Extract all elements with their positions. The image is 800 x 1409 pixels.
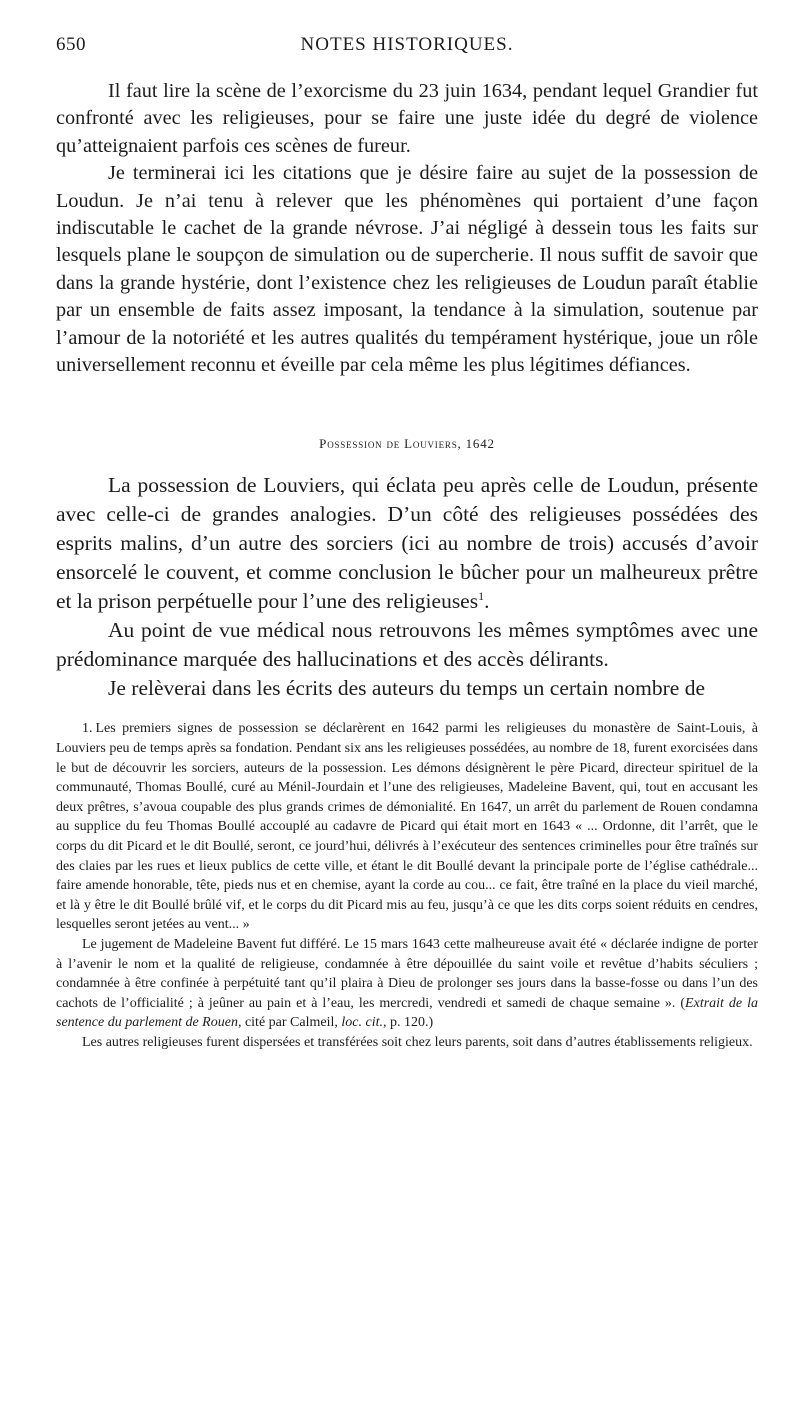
paragraph-louviers-intro-text: La possession de Louviers, qui éclata peu après celle de Loudun, présente avec celle-ci de grandes analogies. D’un côté des religieuses possédées des esprits malins, d’un autre des sorciers (ici au nombre de trois) accusés d’avoir ensorcelé le couvent, et comme conclusion le bûcher pour un malheureux prêtre et la prison perpétuelle pour l’une des religieuses — [56, 473, 758, 614]
paragraph-continuation: Je relèverai dans les écrits des auteurs du temps un certain nombre de — [108, 676, 706, 701]
opening-text — [56, 78, 758, 379]
footnote-1 — [56, 719, 758, 935]
footnote-number: 1. — [82, 721, 93, 737]
heading-year: 1642 — [465, 436, 495, 452]
footnote-page-ref: , p. 120.) — [382, 1015, 434, 1031]
louviers-section — [56, 471, 758, 703]
running-title: NOTES HISTORIQUES. — [300, 34, 514, 55]
running-head — [56, 34, 758, 68]
footnote-judgment-text: Le jugement de Madeleine Bavent fut différé. Le 15 mars 1643 cette malheureuse avait été « déclarée indigne de porter à l’avenir le nom et la qualité de religieuse, condamnée à être dépouillée du saint voile et revêtue d’habits séculiers ; condamnée à être confinée à perpétuité tant qu’il plaira à Dieu de prolonger ses jours dans la basse-fosse ou dans l’un des cachots de l’officialité ; à jeûner au pain et à l’eau, les mercredi, vendredi et samedi de chaque semaine ». ( — [56, 937, 758, 1011]
page-number: 650 — [56, 34, 86, 55]
heading-word-possession: Possession — [319, 436, 383, 452]
footnotes — [56, 719, 758, 1052]
heading-word-louviers: Louviers, — [404, 436, 462, 452]
section-heading — [56, 435, 758, 453]
heading-word-de: de — [386, 436, 401, 452]
paragraph-loudun-conclusion: Je terminerai ici les citations que je désire faire au sujet de la possession de Loudun. Je n’ai tenu à relever que les phénomènes qui portaient d’une façon indiscutable le cachet de la grande névrose. J’ai négligé à dessein tous les faits sur lesquels plane le soupçon de simulation ou de supercherie. Il nous suffit de savoir que dans la grande hystérie, dont l’existence chez les religieuses de Loudun paraît établie par un ensemble de faits assez imposant, la tendance à la simulation, soutenue par l’amour de la notoriété et les autres qualités du tempérament hystérique, joue un rôle universellement reconnu et éveille par cela même les plus légitimes défiances. — [56, 162, 758, 377]
footnote-reference: 1 — [478, 589, 485, 604]
paragraph-medical-view: Au point de vue médical nous retrouvons les mêmes symptômes avec une prédominance marquée des hallucinations et des accès délirants. — [56, 618, 758, 672]
footnote-others: Les autres religieuses furent dispersées et transférées soit chez leurs parents, soit dans d’autres établissements religieux. — [82, 1034, 753, 1050]
footnote-1-text: Les premiers signes de possession se déclarèrent en 1642 parmi les religieuses du monastère de Saint-Louis, à Louviers peu de temps après sa fondation. Pendant six ans les religieuses possédées, au nombre de 18, furent exorcisées dans le but de découvrir les sorciers, auteurs de la possession. Les démons désignèrent le père Picard, directeur spirituel de la communauté, Thomas Boullé, curé au Ménil-Jourdain et l’une des religieuses, Madeleine Bavent, qui, tout en accusant les deux prêtres, s’avoua coupable des plus grands crimes de démonialité. En 1647, un arrêt du parlement de Rouen condamna au supplice du feu Thomas Boullé accouplé au cadavre de Picard qui était mort en 1643 « ... Ordonne, dit l’arrêt, que le corps du dit Picard et le dit Boullé, seront, ce jourd’hui, délivrés à l’exécuteur des sentences criminelles pour être traînés sur des claies par les rues et lieux publics de cette ville, et étant le dit Boullé devant la principale porte de l’église cathédrale... faire amende honorable, tête, pieds nus et en chemise, ayant la corde au cou... ce fait, être traîné en la place du vieil marché, et là y être le dit Boullé brûlé vif, et le corps du dit Picard mis au feu, jusqu’à ce que les dits corps soient réduits en cendres, lesquelles seront jetées au vent... » — [56, 721, 758, 933]
footnote-citation: Extrait de la sentence du parlement de Rouen, — [56, 995, 758, 1031]
paragraph-louviers-intro-end: . — [484, 589, 490, 614]
footnote-citation-author: cité par Calmeil, — [241, 1015, 342, 1031]
footnote-judgment — [56, 935, 758, 1033]
paragraph-louviers-intro — [56, 471, 758, 616]
paragraph-exorcism: Il faut lire la scène de l’exorcisme du 23 juin 1634, pendant lequel Grandier fut confronté avec les religieuses, pour se faire une juste idée du degré de violence qu’atteignaient parfois ces scènes de fureur. — [56, 80, 758, 157]
footnote-loc-cit: loc. cit. — [341, 1015, 383, 1031]
